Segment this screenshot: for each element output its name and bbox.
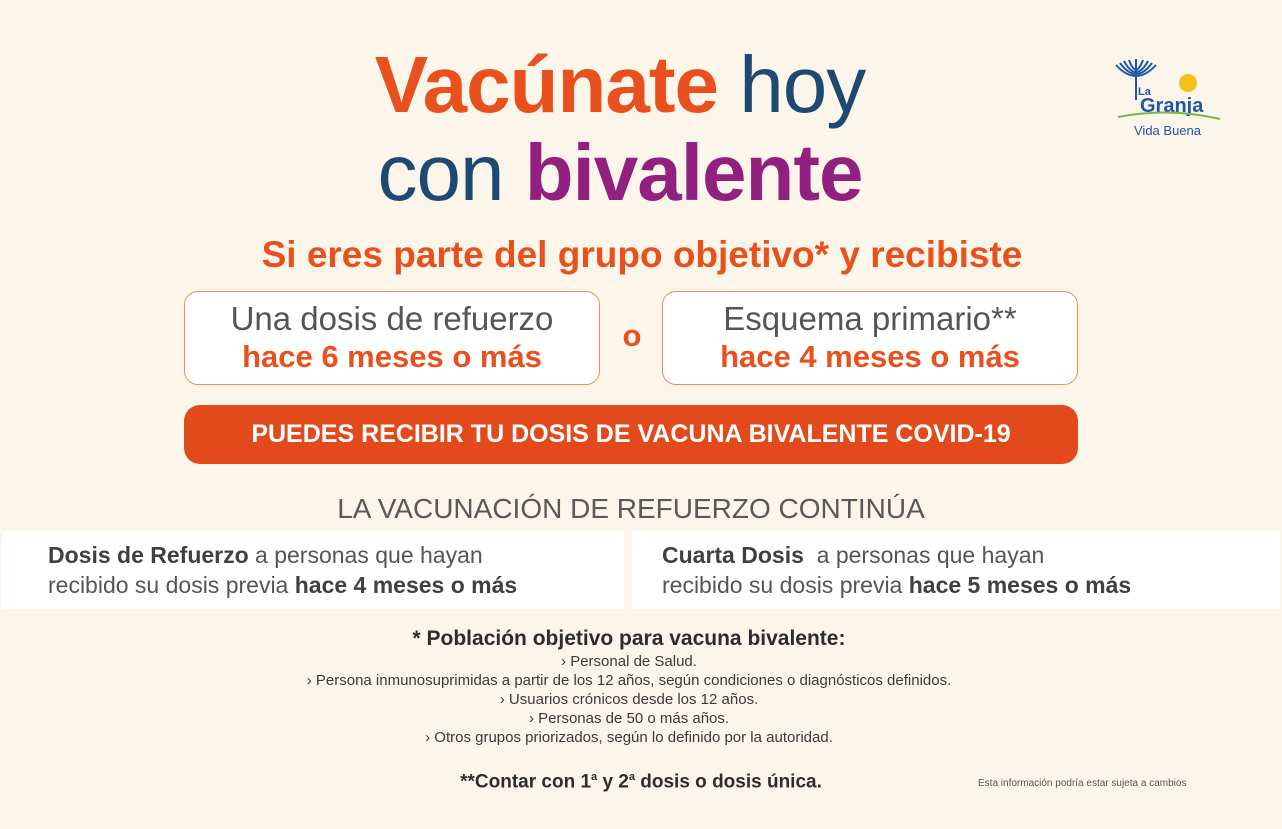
svg-text:La: La (1138, 86, 1151, 98)
option-primary-box (662, 291, 1078, 385)
option-booster-label: Una dosis de refuerzo (230, 300, 554, 337)
headline-hoy: hoy (718, 40, 866, 129)
fourth-dose-text-1: a personas que hayan (803, 542, 1045, 568)
headline-vacunate: Vacúnate (374, 40, 719, 129)
booster-text-1: a personas que hayan (248, 542, 483, 568)
footnote-sup-2: a (628, 771, 635, 783)
or-separator: o (622, 318, 642, 353)
footnote-part-b: y 2 (597, 771, 629, 793)
section-heading: LA VACUNACIÓN DE REFUERZO CONTINÚA (337, 493, 925, 524)
booster-interval: hace 4 meses o más (294, 572, 518, 598)
target-population-title: * Población objetivo para vacuna bivalente: (412, 627, 846, 650)
option-primary-interval: hace 4 meses o más (720, 339, 1020, 374)
target-population-item: › Usuarios crónicos desde los 12 años. (499, 691, 759, 708)
booster-text-2: recibido su dosis previa (48, 572, 295, 598)
fourth-dose-text (662, 540, 1131, 600)
booster-title: Dosis de Refuerzo (48, 542, 249, 568)
call-to-action-banner: PUEDES RECIBIR TU DOSIS DE VACUNA BIVALENTE COVID-19 (184, 405, 1078, 464)
option-booster-interval: hace 6 meses o más (242, 339, 542, 374)
target-population-item: › Personas de 50 o más años. (528, 710, 730, 727)
footnote-part-c: dosis o dosis única. (635, 771, 822, 793)
booster-panel (2, 531, 624, 609)
headline-con: con (377, 128, 525, 217)
svg-text:Vida Buena: Vida Buena (1134, 123, 1201, 138)
footnote-sup-1: a (591, 771, 598, 783)
headline-bivalente: bivalente (524, 128, 863, 217)
headline-line1 (0, 40, 1240, 130)
fourth-dose-panel (632, 531, 1280, 609)
tree-sun-icon (1110, 55, 1230, 145)
subtitle: Si eres parte del grupo objetivo* y recibiste (261, 234, 1023, 275)
fourth-dose-text-2: recibido su dosis previa (662, 572, 909, 598)
footnote-part-a: **Contar con 1 (460, 771, 592, 793)
option-booster-box (184, 291, 600, 385)
option-primary-label: Esquema primario** (723, 300, 1017, 337)
svg-text:Granja: Granja (1140, 95, 1204, 117)
target-population-item: › Otros grupos priorizados, según lo definido por la autoridad. (425, 729, 833, 746)
target-population-item: › Persona inmunosuprimidas a partir de los 12 años, según condiciones o diagnósticos definidos. (306, 672, 952, 689)
headline-line2 (0, 128, 1240, 218)
fourth-dose-interval: hace 5 meses o más (908, 572, 1132, 598)
booster-text (48, 540, 517, 600)
fourth-dose-title: Cuarta Dosis (662, 542, 804, 568)
disclaimer: Esta información podría estar sujeta a cambios (978, 778, 1187, 789)
la-granja-logo (1110, 55, 1230, 145)
target-population-item: › Personal de Salud. (561, 653, 697, 670)
